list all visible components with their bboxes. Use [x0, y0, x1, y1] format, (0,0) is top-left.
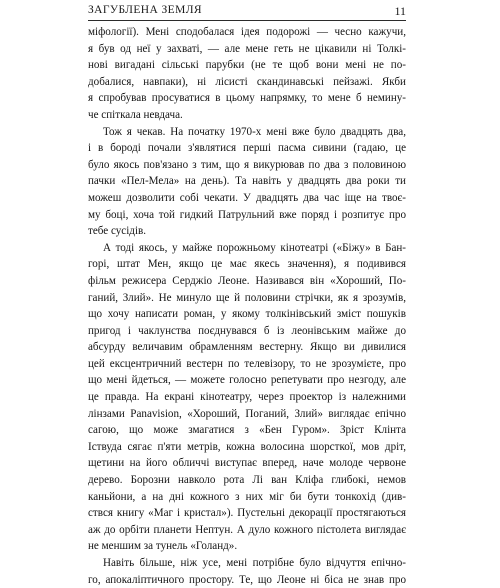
text-line: му боці, хоча той гидкий Патрульний вже поряд і розпитує про	[88, 208, 406, 221]
text-line: було якось пов'язано з тим, що я викурював по два з половиною	[88, 158, 406, 171]
paragraph	[88, 240, 406, 555]
text-line: лінзами Panavision, «Хороший, Поганий, Злий» виглядає епічно	[88, 407, 406, 420]
text-line: можеш дозволити собі чекати. У двадцять два час іще на твоє-	[88, 191, 406, 204]
text-line: Навіть більше, ніж усе, мені потрібне було відчуття епічно-	[103, 557, 406, 569]
text-line: Тож я чекав. На початку 1970-х мені вже було двадцять два,	[103, 125, 406, 138]
text-line: що мені йдеться, — можете голосно репетувати про незгоду, але	[88, 374, 406, 387]
text-line: каньйони, а на дні кожного з них міг би бути тонкохід (див-	[88, 490, 406, 503]
text-line: це правда. На екрані кінотеатру, через проектор із належними	[88, 391, 406, 404]
text-line: тебе сусідів.	[88, 225, 147, 238]
text-line: пачки «Пел-Мела» на день). Та навіть у двадцять два роки ти	[88, 175, 406, 188]
text-line: щетини на його обличчі виступає вперед, наче молоде червоне	[88, 457, 406, 470]
text-line: фільм режисера Серджіо Леоне. Називався він «Хороший, По-	[88, 274, 406, 287]
text-line: я спробував просуватися в цьому напрямку, то мене б немину-	[88, 92, 406, 105]
text-line: що хочу написати роман, у якому толкінівський зміст пошуків	[88, 308, 406, 321]
text-line: аж до орбіти планети Нептун. А дуло кожного пістолета виглядає	[88, 523, 406, 536]
paragraph	[88, 24, 406, 124]
text-line: пригод і чаклунства поєднувався б із леонівським майже до	[88, 324, 406, 337]
body-text	[88, 24, 406, 588]
text-line: дерево. Борозни навколо рота Лі ван Кліфа глибокі, немов	[88, 474, 406, 487]
text-line: ганий, Злий». Не минуло ще й половини стрічки, як я зрозумів,	[88, 291, 406, 304]
running-header	[88, 4, 406, 21]
text-line: сагою, що може змагатися з «Бен Гуром». Зріст Клінта	[88, 424, 406, 437]
text-line: цей ексцентричний вестерн по телевізору, то не зрозумієте, про	[88, 357, 406, 370]
text-line: і в бороді почали з'являтися перші пасма сивини (гадаю, це	[88, 142, 406, 155]
text-line: абсурду величавим обрамленням вестерну. Якщо ви дивилися	[88, 341, 406, 354]
page-number: 11	[394, 4, 406, 18]
text-line: нові вигадані сільські парубки (не те щоб вони мені не по-	[88, 59, 406, 72]
text-line: Іствуда сягає п'яти метрів, кожна волосина шорсткої, мов дріт,	[88, 440, 406, 453]
running-title: ЗАГУБЛЕНА ЗЕМЛЯ	[88, 4, 202, 16]
text-line: добалися, навпаки), ні лісисті скандинавські пейзажі. Якби	[88, 75, 406, 88]
text-line: ствся книгу «Маг і кристал»). Пустельні декорації простягаються	[88, 507, 406, 520]
text-line: горі, штат Мен, якщо це має якесь значення), я подивився	[88, 258, 406, 271]
text-line: не меншим за тунель «Голанд».	[88, 540, 238, 553]
text-line: го, апокаліптичного простору. Те, що Леоне ні біса не знав про	[88, 573, 406, 586]
text-line: че спіткала невдача.	[88, 108, 183, 121]
text-line: А тоді якось, у майже порожньому кінотеатрі («Біжу» в Бан-	[103, 241, 406, 254]
paragraph	[88, 124, 406, 240]
text-line: я був од неї у захваті, — але мене геть не цікавили ні Толкі-	[88, 42, 406, 55]
text-line: міфології). Мені сподобалася ідея подорожі — чесно кажучи,	[88, 26, 406, 38]
paragraph	[88, 555, 406, 588]
